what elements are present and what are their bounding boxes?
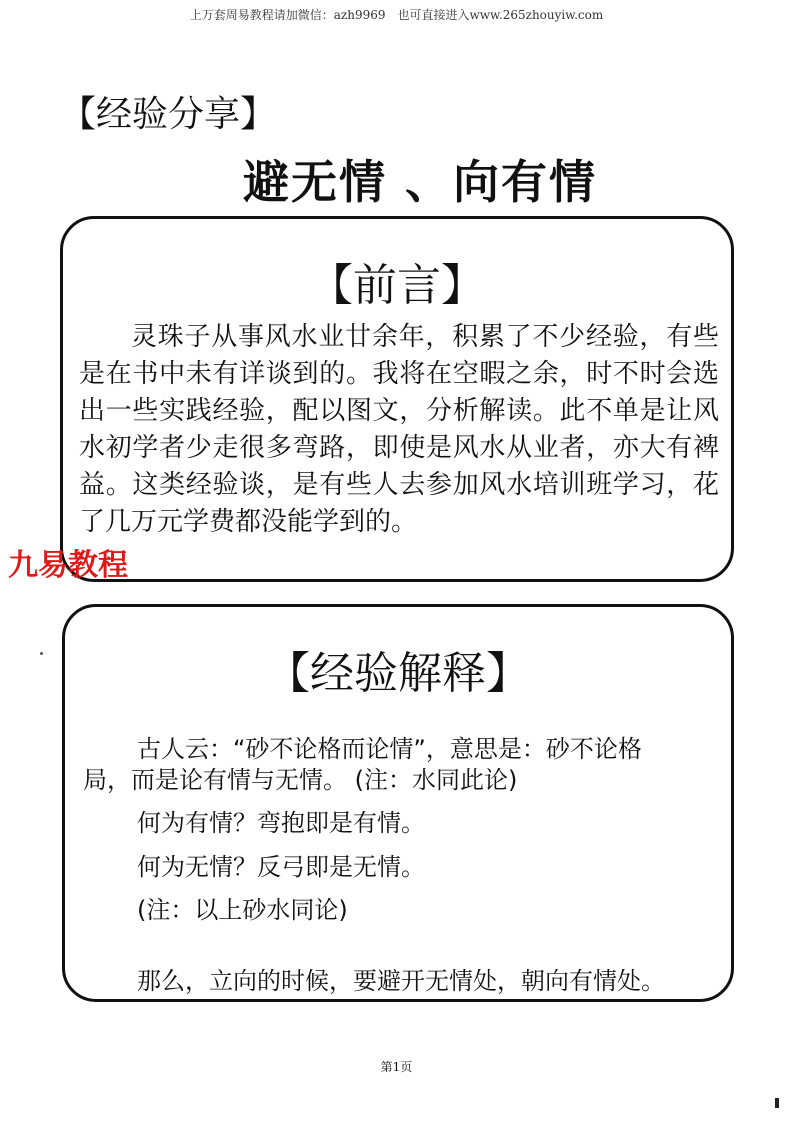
header-note: 上万套周易教程请加微信：azh9969 也可直接进入www.265zhouyiw.com (189, 8, 604, 22)
page-number: 第1页 (380, 1060, 413, 1074)
scan-speck (40, 652, 43, 655)
explanation-box (62, 604, 734, 1002)
explanation-line: 古人云：“砂不论格而论情”，意思是：砂不论格 (137, 735, 642, 763)
explanation-heading: 【经验解释】 (266, 648, 530, 699)
scan-corner-mark (775, 1098, 779, 1108)
explanation-line: 局，而是论有情与无情。 (注：水同此论) (83, 766, 518, 794)
page-title: 避无情 、向有情 (242, 155, 597, 209)
watermark: 九易教程 (8, 548, 128, 583)
explanation-line: 那么，立向的时候，要避开无情处，朝向有情处。 (137, 967, 665, 995)
explanation-line: (注：以上砂水同论) (137, 896, 348, 924)
explanation-line: 何为有情？弯抱即是有情。 (137, 809, 425, 837)
section-tag: 【经验分享】 (60, 94, 277, 135)
preface-box (60, 216, 734, 582)
explanation-line: 何为无情？反弓即是无情。 (137, 853, 425, 881)
preface-text: 灵珠子从事风水业廿余年，积累了不少经验，有些是在书中未有详谈到的。我将在空暇之余，时不时会选出一些实践经验，配以图文，分析解读。此不单是让风水初学者少走很多弯路，即使是风水从业者，亦大有裨益。这类经验谈，是有些人去参加风水培训班学习，花了几万元学费都没能学到的。 (79, 322, 719, 537)
preface-heading: 【前言】 (309, 260, 485, 311)
